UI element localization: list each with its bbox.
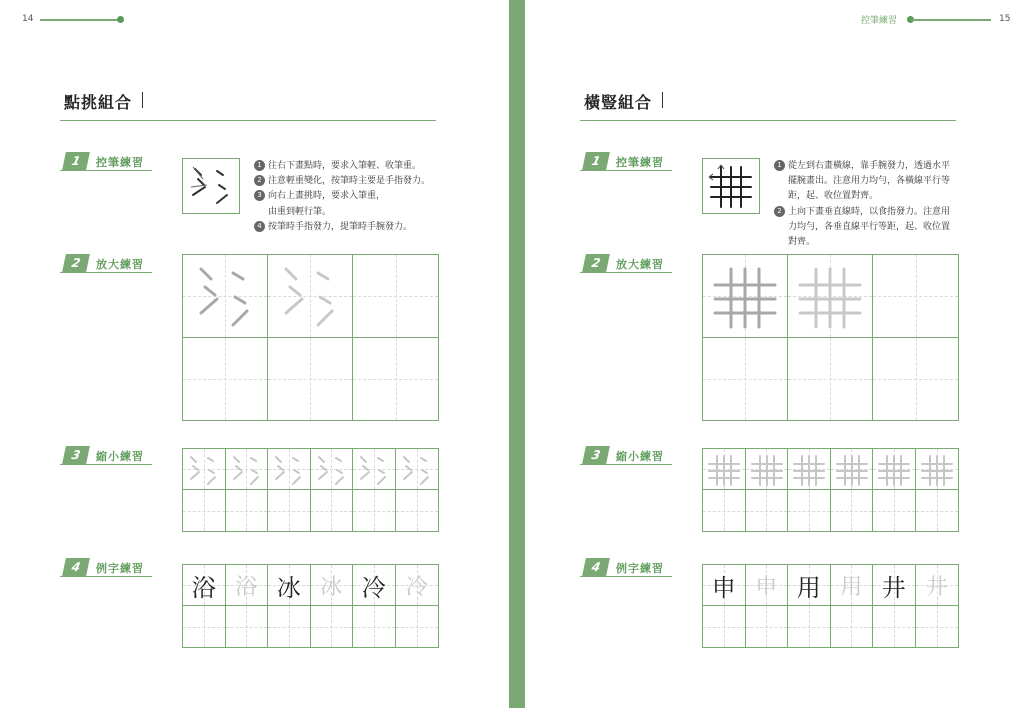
instruction-item: 由重到輕行筆。 (268, 206, 332, 217)
grid-cell[interactable] (746, 449, 789, 490)
trace-stroke-icon (788, 449, 830, 490)
section-label: 控筆練習 (616, 156, 664, 169)
section-label: 縮小練習 (616, 450, 664, 463)
example-char: 申 (711, 573, 736, 602)
grid-cell[interactable] (746, 565, 789, 606)
running-title: 控筆練習 (861, 16, 898, 26)
grid-cell[interactable] (268, 565, 311, 606)
grid-cell[interactable] (353, 449, 396, 490)
grid-cell[interactable] (353, 490, 396, 531)
grid-cell[interactable] (311, 449, 354, 490)
trace-char: 冷 (405, 574, 428, 600)
grid-cell[interactable] (703, 490, 746, 531)
trace-char: 井 (925, 574, 948, 600)
header-rule (911, 19, 991, 21)
grid-cell[interactable] (183, 606, 226, 647)
grid-cell[interactable] (396, 565, 439, 606)
instruction-item: 2 注意輕重變化，按筆時主要是手指發力。 (254, 174, 430, 189)
section-rule (580, 464, 672, 465)
trace-stroke-icon (831, 449, 873, 490)
section-rule (60, 170, 152, 171)
right-page (525, 0, 1034, 708)
section-badge: 4 (62, 558, 90, 576)
trace-stroke-icon (703, 255, 787, 337)
section-rule (60, 464, 152, 465)
trace-stroke-icon (703, 449, 745, 490)
instruction-item: 3 向右上畫挑時，要求入筆重， (254, 189, 430, 204)
trace-char: 浴 (235, 574, 258, 600)
trace-stroke-icon (746, 449, 788, 490)
grid-cell[interactable] (873, 255, 958, 338)
trace-char: 冰 (320, 574, 343, 600)
trace-stroke-icon (226, 449, 268, 490)
section-rule (580, 272, 672, 273)
grid-cell[interactable] (353, 565, 396, 606)
grid-cell[interactable] (916, 606, 959, 647)
title-rule (580, 120, 956, 121)
trace-stroke-icon (311, 449, 353, 490)
trace-stroke-icon (183, 255, 267, 337)
section-badge: 1 (62, 152, 90, 170)
section-label: 例字練習 (616, 562, 664, 575)
section-rule (580, 576, 672, 577)
grid-cell[interactable] (746, 606, 789, 647)
instruction-item: 1 往右下畫點時，要求入筆輕、收筆重。 (254, 159, 430, 174)
page-number: 14 (22, 14, 34, 24)
grid-cell[interactable] (268, 338, 353, 421)
section-badge: 2 (582, 254, 610, 272)
grid-cell[interactable] (183, 490, 226, 531)
section-rule (60, 576, 152, 577)
grid-cell[interactable] (183, 565, 226, 606)
section-label: 例字練習 (96, 562, 144, 575)
stroke-demo-box (182, 158, 240, 214)
grid-cell[interactable] (183, 255, 268, 338)
grid-cell[interactable] (788, 338, 873, 421)
grid-cell[interactable] (396, 490, 439, 531)
section-badge: 4 (582, 558, 610, 576)
section-label: 縮小練習 (96, 450, 144, 463)
instruction-item: 距，起、收位置對齊。 (788, 191, 879, 202)
section-badge: 2 (62, 254, 90, 272)
grid-cell[interactable] (703, 255, 788, 338)
section-badge: 3 (62, 446, 90, 464)
example-char: 浴 (191, 573, 216, 602)
section-rule (60, 272, 152, 273)
grid-cell[interactable] (703, 565, 746, 606)
instruction-item: 力均勻，各垂直線平行等距，起、收位置 (788, 221, 951, 232)
example-character-grid[interactable] (702, 564, 959, 648)
book-spine (509, 0, 525, 708)
grid-cell[interactable] (916, 449, 959, 490)
grid-cell[interactable] (788, 255, 873, 338)
grid-cell[interactable] (703, 449, 746, 490)
trace-stroke-icon (268, 449, 310, 490)
grid-cell[interactable] (226, 565, 269, 606)
title-rule (60, 120, 436, 121)
trace-stroke-icon (353, 449, 395, 490)
instruction-list (254, 159, 430, 235)
trace-char: 申 (755, 574, 778, 600)
grid-cell[interactable] (226, 449, 269, 490)
trace-char: 用 (840, 574, 863, 600)
section-label: 控筆練習 (96, 156, 144, 169)
grid-cell[interactable] (831, 449, 874, 490)
example-char: 井 (881, 573, 906, 602)
title-bar (662, 92, 663, 108)
trace-stroke-icon (183, 449, 225, 490)
grid-cell[interactable] (873, 338, 958, 421)
reduced-practice-grid[interactable] (182, 448, 439, 532)
example-char: 冷 (361, 573, 386, 602)
grid-cell[interactable] (873, 606, 916, 647)
grid-cell[interactable] (268, 606, 311, 647)
instruction-item: 1 從左到右畫橫線，靠手腕發力，透過水平 (774, 159, 950, 174)
trace-stroke-icon (268, 255, 352, 337)
page-title: 點挑組合 (64, 93, 133, 112)
grid-cell[interactable] (226, 606, 269, 647)
example-char: 冰 (276, 573, 301, 602)
example-char: 用 (796, 573, 821, 602)
grid-cell[interactable] (703, 606, 746, 647)
page-number: 15 (999, 14, 1011, 24)
reduced-practice-grid[interactable] (702, 448, 959, 532)
grid-cell[interactable] (268, 449, 311, 490)
trace-stroke-icon (873, 449, 915, 490)
grid-cell[interactable] (788, 565, 831, 606)
section-badge: 3 (582, 446, 610, 464)
left-page (0, 0, 509, 708)
grid-cell[interactable] (831, 490, 874, 531)
grid-cell[interactable] (746, 490, 789, 531)
grid-cell[interactable] (873, 490, 916, 531)
grid-cell[interactable] (268, 490, 311, 531)
header-dot (117, 16, 124, 23)
instruction-list (774, 159, 950, 250)
grid-cell[interactable] (788, 606, 831, 647)
grid-cell[interactable] (353, 338, 438, 421)
header-rule (40, 19, 120, 21)
grid-cell[interactable] (396, 449, 439, 490)
grid-cell[interactable] (353, 255, 438, 338)
grid-cell[interactable] (226, 490, 269, 531)
grid-cell[interactable] (788, 490, 831, 531)
enlarged-practice-grid[interactable] (182, 254, 439, 421)
instruction-item: 擺腕畫出。注意用力均勻，各橫線平行等 (788, 176, 951, 187)
instruction-item: 對齊。 (788, 237, 816, 248)
instruction-item: 2 上向下畫垂直線時，以食指發力。注意用 (774, 205, 950, 220)
grid-cell[interactable] (183, 338, 268, 421)
example-character-grid[interactable] (182, 564, 439, 648)
grid-cell[interactable] (353, 606, 396, 647)
grid-cell[interactable] (311, 490, 354, 531)
grid-lines-stroke-icon (703, 159, 759, 213)
grid-cell[interactable] (916, 565, 959, 606)
grid-cell[interactable] (916, 490, 959, 531)
enlarged-practice-grid[interactable] (702, 254, 959, 421)
section-label: 放大練習 (616, 258, 664, 271)
grid-cell[interactable] (183, 449, 226, 490)
stroke-demo-box (702, 158, 760, 214)
grid-cell[interactable] (703, 338, 788, 421)
grid-cell[interactable] (268, 255, 353, 338)
page-title: 橫豎組合 (584, 93, 653, 112)
grid-cell[interactable] (396, 606, 439, 647)
section-rule (580, 170, 672, 171)
trace-stroke-icon (788, 255, 872, 337)
grid-cell[interactable] (788, 449, 831, 490)
title-bar (142, 92, 143, 108)
grid-cell[interactable] (873, 565, 916, 606)
grid-cell[interactable] (831, 565, 874, 606)
grid-cell[interactable] (831, 606, 874, 647)
instruction-item: 4 按筆時手指發力，提筆時手腕發力。 (254, 220, 430, 235)
section-label: 放大練習 (96, 258, 144, 271)
grid-cell[interactable] (873, 449, 916, 490)
grid-cell[interactable] (311, 606, 354, 647)
trace-stroke-icon (916, 449, 958, 490)
dot-flick-stroke-icon (183, 159, 239, 213)
grid-cell[interactable] (311, 565, 354, 606)
trace-stroke-icon (396, 449, 438, 490)
section-badge: 1 (582, 152, 610, 170)
